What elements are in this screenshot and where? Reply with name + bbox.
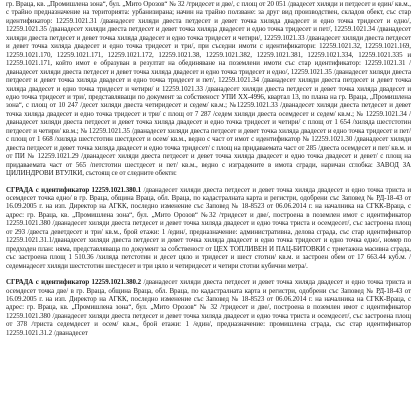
building-heading: СГРАДА с идентификатор 12259.1021.380.2 bbox=[6, 278, 142, 287]
paragraph-property-description bbox=[6, 0, 411, 178]
paragraph-gap bbox=[6, 270, 411, 278]
paragraph-text: /дванадесет хиляди двеста петдесет и девет точка хиляда двадесет и едно точка триста и осемдесет точка едно/ в гр. Враца, община Враца, обл. Враца, по кадастралната карта и регистри, одобрени със Заповед № РД-18-43 от 16.09.2005 г. на изп. Директор на АГКК, последно изменение със Заповед № 18-8523 от 06.06.2014 г. на началника на СГКК-Враца, с адрес: гр. Враца, кв. „Промишлена зона“, бул. „Мито Орозов“ №32 /тридесет и две/, построена в поземлен имот с идентификатор 12259.1021.380 /дванадесет хиляди двеста петдесет и девет точка хиляда двадесет и едно точка триста и осемдесет/, със застроена площ от 293 /двеста деветдесет и три/ кв.м., брой етажи: 1 /един/, предназначение: административна, делова сграда, със стар идентификатор 12259.1021.31.1/дванадесет хиляди двеста петдесет и девет точка хиляда двадесет и едно точка тридесет и едно точка едно/, номер по предходен план: няма, представляваща по документ за собственост от ЦЕХ ТОПЛИВЕН И ПАЦ-БИТОВКИ с триетажна масивна сграда, със застроена площ 1 510.36 /хиляда петстотин и десет цяло и тридесет и шест стотни/ кв.м. и застроен обем от 17 663.44 куб.м. /седемнадесет хиляди шестстотин шестдесет и три цяло и четиридесет и четири стотни кубични метра/. bbox=[6, 185, 411, 270]
paragraph-gap bbox=[6, 178, 411, 186]
paragraph-text: /дванадесет хиляди двеста петдесет и девет точка хиляда двадесет и едно точка триста и осемдесет точка две/ в гр. Враца, община Враца, обл. Враца, по кадастралната карта и регистри, одобрени със Заповед № РД-18-43 от 16.09.2005 г. на изп. Директор на АГКК, последно изменение със Заповед № 18-8523 от 06.06.2014 г. на началника на СГКК-Враца, с адрес: гр. Враца, кв. „Промишлена зона“, бул. „Мито Орозов“ № 32 /тридесет и две/, построена в поземлен имот с идентификатор 12259.1021.380 /дванадесет хиляди двеста петдесет и девет точка хиляда двадесет и едно точка триста и осемдесет/, със застроена площ от 378 /триста седемдесет и осем/ кв.м., брой етажи: 1 /един/, предназначение: промишлена сграда, със стар идентификатор 12259.1021.31.2 /дванадесет bbox=[6, 278, 411, 337]
paragraph-building-2 bbox=[6, 278, 411, 337]
paragraph-text: гр. Враца, кв. „Промишлена зона“, бул. „Мито Орозов“ № 32 /тридесет и две/, с площ от 20 051 /двадесет хиляди и петдесет и един/ кв.м., с трайно предназначение на територията: урбанизирана; начин на трайно ползване: за друг вид производствен, складов обект, със стар идентификатор: 12259.1021.31 /дванадесет хиляди двеста петдесет и девет точка хиляда двадесет и едно точка тридесет и едно/, 12259.1021.35 /дванадесет хиляди двеста петдесет и девет точка хиляда двадесет и едно точка тридесет и пет/, 12259.1021.34 /дванадесет хиляди двеста петдесет и девет точка хиляда двадесет и едно точка тридесет и четири/, 12259.1021.33 /дванадесет хиляди двеста петдесет и девет точка хиляда двадесет и едно точка тридесет и три/, при съседни имоти с идентификатори: 12259.1021.32, 12259.1021.169, 12259.1021.170, 12259.1021.171, 12259.1021.172, 12259.1021.38, 12259.1021.382, 12259.1021.381, 12259.1021.334, 12259.1021.335 и 12259.1021.171, който имот е образуван в резултат на обединяване на поземлени имоти със стар идентификатор: 12259.1021.31 /дванадесет хиляди двеста петдесет и девет точка хиляда двадесет и едно точка тридесет и едно/, 12259.1021.35 /дванадесет хиляди двеста петдесет и девет точка хиляда двадесет и едно точка тридесет и пет/, 12259.1021.34 /дванадесет хиляди двеста петдесет и девет точка хиляда двадесет и едно точка тридесет и четири/ и 12259.1021.33 /дванадесет хиляди двеста петдесет и девет точка хиляда двадесет и едно точка тридесет и три/, представляващи по документ за собственост УПИ XX-4996, квартал 13, по плана на гр. Враца, „Промишлена зона“, с площ от 10 247 /десет хиляди двеста четиридесет и седем/ кв.м.; №12259.1021.33 /дванадесет хиляди двеста петдесет и девет точка хиляда двадесет и едно точка тридесет и три/ с площ от 7 287 /седем хиляди двеста осемдесет и седем/ кв.м.; № 12259.1021.34 /дванадесет хиляди двеста петдесет и девет точка хиляда двадесет и едно точка тридесет и четири/ с площ от 1 654 /хиляда шестстотин петдесет и четири/ кв.м.; № 12259.1021.35 /дванадесет хиляди двеста петдесет и девет точка хиляда двадесет и едно точка тридесет и пет/ с площ от 1 668 /хиляда шестстотин шестдесет и осем/ кв.м., ведно с част от имот с идентификатор № 12259.1021.30 /дванадесет хиляди двеста петдесет и девет точка хиляда двадесет и едно точка тридесет/ с площ на придаваемата част от 285 /двеста осемдесет и пет/ кв.м. и от ПИ № 12259.1021.29 /дванадесет хиляди двеста петдесет и девет точка хиляда двадесет и едно точка двадесет и девет/ с площ на придаваемата част от 565 /петстотин шестдесет и пет/ кв.м., ведно с изградените в имота сгради, наричан сглобка: ЗАВОД ЗА ЦИЛИНДРОВИ ВТУЛКИ, състоящ се от следните обекти: bbox=[6, 0, 411, 178]
building-heading: СГРАДА с идентификатор 12259.1021.380.1 bbox=[6, 185, 142, 194]
paragraph-building-1 bbox=[6, 186, 411, 271]
